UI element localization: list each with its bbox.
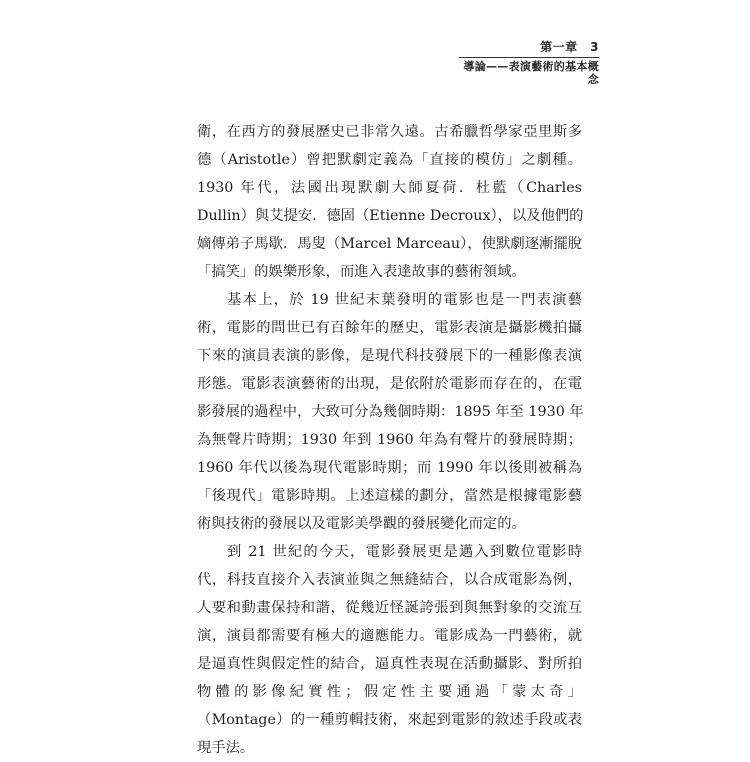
text-line: 1930 年代，法國出現默劇大師夏荷．杜藍（Charles <box>197 180 582 196</box>
text-line: 為無聲片時期；1930 年到 1960 年為有聲片的發展時期； <box>197 432 582 448</box>
header-rule <box>459 57 599 58</box>
text-line: 到 21 世紀的今天，電影發展更是邁入到數位電影時 <box>227 544 582 560</box>
chapter-page-number: 第一章 3 <box>540 40 599 54</box>
text-line: 下來的演員表演的影像，是現代科技發展下的一種影像表演 <box>197 348 582 364</box>
text-line: 形態。電影表演藝術的出現，是依附於電影而存在的，在電 <box>197 376 582 392</box>
body-text <box>197 118 582 762</box>
section-title: 導論——表演藝術的基本概念 <box>463 60 599 86</box>
text-line: 1960 年代以後為現代電影時期；而 1990 年以後則被稱為 <box>197 460 582 476</box>
text-line: 德（Aristotle）曾把默劇定義為「直接的模仿」之劇種。 <box>197 152 582 168</box>
text-line: 術，電影的問世已有百餘年的歷史，電影表演是攝影機拍攝 <box>197 320 582 336</box>
text-line: 「搞笑」的娛樂形象，而進入表達故事的藝術領域。 <box>197 264 526 280</box>
text-line: 影發展的過程中，大致可分為幾個時期：1895 年至 1930 年 <box>197 404 584 420</box>
running-head <box>459 40 599 86</box>
text-line: 衛，在西方的發展歷史已非常久遠。古希臘哲學家亞里斯多 <box>197 124 582 140</box>
text-line: Dullin）與艾提安．德固（Etienne Decroux），以及他們的 <box>197 208 584 224</box>
text-line: 演，演員都需要有極大的適應能力。電影成為一門藝術，就 <box>197 628 582 644</box>
text-line: 基本上，於 19 世紀末葉發明的電影也是一門表演藝 <box>227 292 582 308</box>
text-line: 人要和動畫保持和諧，從幾近怪誕誇張到與無對象的交流互 <box>197 600 582 616</box>
text-line: 嫡傳弟子馬歇．馬叟（Marcel Marceau），使默劇逐漸擺脫 <box>197 236 582 252</box>
text-line: 術與技術的發展以及電影美學觀的發展變化而定的。 <box>197 516 526 532</box>
text-line: 物體的影像紀實性；假定性主要通過「蒙太奇」 <box>197 684 582 700</box>
text-line: （Montage）的一種剪輯技術，來起到電影的敘述手段或表 <box>197 712 582 728</box>
text-line: 代，科技直接介入表演並與之無縫結合，以合成電影為例， <box>197 572 582 588</box>
text-line: 現手法。 <box>197 740 255 756</box>
text-line: 是逼真性與假定性的結合，逼真性表現在活動攝影、對所拍 <box>197 656 582 672</box>
text-line: 「後現代」電影時期。上述這樣的劃分，當然是根據電影藝 <box>197 488 582 504</box>
